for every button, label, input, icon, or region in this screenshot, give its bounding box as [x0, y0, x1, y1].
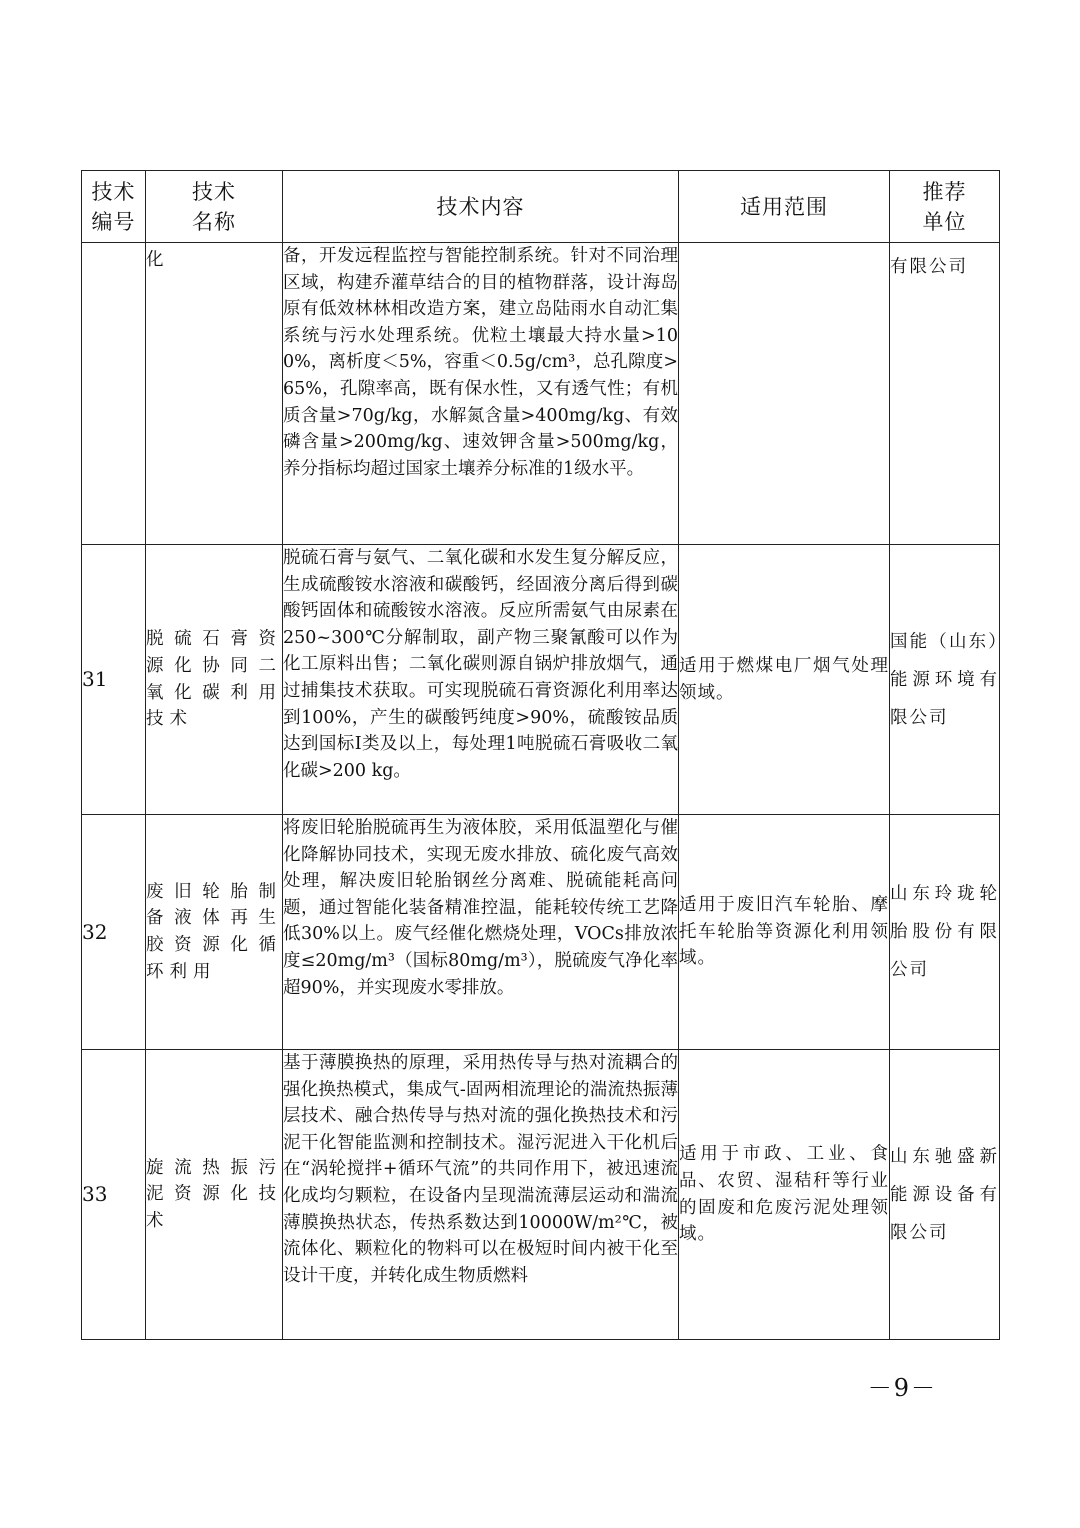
header-tech-name: 技术名称 — [146, 171, 283, 243]
tech-content-cell: 基于薄膜换热的原理，采用热传导与热对流耦合的强化换热模式，集成气-固两相流理论的湍流热振薄层技术、融合热传导与热对流的强化换热技术和污泥干化智能监测和控制技术。湿污泥进入干化机后在“涡轮搅拌+循环气流”的共同作用下，被迅速流化成均匀颗粒，在设备内呈现湍流薄层运动和湍流薄膜换热状态，传热系数达到10000W/m²℃，被流体化、颗粒化的物料可以在极短时间内被干化至设计干度，并转化成生物质燃料 — [283, 1050, 679, 1340]
tech-name-cell: 旋流热振污泥资源化技术 — [146, 1050, 283, 1340]
tech-name-cell: 脱硫石膏资源化协同二氧化碳利用技术 — [146, 545, 283, 815]
tech-content-cell: 将废旧轮胎脱硫再生为液体胶，采用低温塑化与催化降解协同技术，实现无废水排放、硫化废气高效处理，解决废旧轮胎钢丝分离难、脱硫能耗高问题，通过智能化装备精准控温，能耗较传统工艺降低30%以上。废气经催化燃烧处理，VOCs排放浓度≤20mg/m³（国标80mg/m³），脱硫废气净化率超90%，并实现废水零排放。 — [283, 815, 679, 1050]
page-number: －9－ — [867, 1374, 937, 1402]
technology-table — [81, 170, 1000, 1340]
unit-cell: 山东玲珑轮胎股份有限公司 — [890, 815, 1000, 1050]
table-header-row — [82, 171, 1000, 243]
table-row — [82, 243, 1000, 545]
table-row — [82, 1050, 1000, 1340]
unit-cell: 山东驰盛新能源设备有限公司 — [890, 1050, 1000, 1340]
tech-id-cell — [82, 243, 146, 545]
header-recommending-unit: 推荐单位 — [890, 171, 1000, 243]
tech-name-cell: 化 — [146, 243, 283, 545]
tech-content-cell: 备，开发远程监控与智能控制系统。针对不同治理区域，构建乔灌草结合的目的植物群落，设计海岛原有低效林林相改造方案，建立岛陆雨水自动汇集系统与污水处理系统。优粒土壤最大持水量>100%，离析度＜5%，容重＜0.5g/cm³，总孔隙度>65%，孔隙率高，既有保水性，又有透气性；有机质含量>70g/kg，水解氮含量>400mg/kg、有效磷含量>200mg/kg、速效钾含量>500mg/kg，养分指标均超过国家土壤养分标准的1级水平。 — [283, 243, 679, 545]
tech-name-cell: 废旧轮胎制备液体再生胶资源化循环利用 — [146, 815, 283, 1050]
table-row — [82, 815, 1000, 1050]
tech-id-cell: 32 — [82, 815, 146, 1050]
tech-id-cell: 33 — [82, 1050, 146, 1340]
scope-cell: 适用于燃煤电厂烟气处理领域。 — [679, 545, 890, 815]
header-tech-id: 技术编号 — [82, 171, 146, 243]
tech-id-cell: 31 — [82, 545, 146, 815]
tech-content-cell: 脱硫石膏与氨气、二氧化碳和水发生复分解反应，生成硫酸铵水溶液和碳酸钙，经固液分离后得到碳酸钙固体和硫酸铵水溶液。反应所需氨气由尿素在250~300℃分解制取，副产物三聚氰酸可以作为化工原料出售；二氧化碳则源自锅炉排放烟气，通过捕集技术获取。可实现脱硫石膏资源化利用率达到100%，产生的碳酸钙纯度>90%，硫酸铵品质达到国标I类及以上，每处理1吨脱硫石膏吸收二氧化碳>200 kg。 — [283, 545, 679, 815]
unit-cell: 有限公司 — [890, 243, 1000, 545]
scope-cell — [679, 243, 890, 545]
header-scope: 适用范围 — [679, 171, 890, 243]
scope-cell: 适用于废旧汽车轮胎、摩托车轮胎等资源化利用领域。 — [679, 815, 890, 1050]
scope-cell: 适用于市政、工业、食品、农贸、湿秸秆等行业的固废和危废污泥处理领域。 — [679, 1050, 890, 1340]
table-row — [82, 545, 1000, 815]
unit-cell: 国能（山东）能源环境有限公司 — [890, 545, 1000, 815]
header-tech-content: 技术内容 — [283, 171, 679, 243]
